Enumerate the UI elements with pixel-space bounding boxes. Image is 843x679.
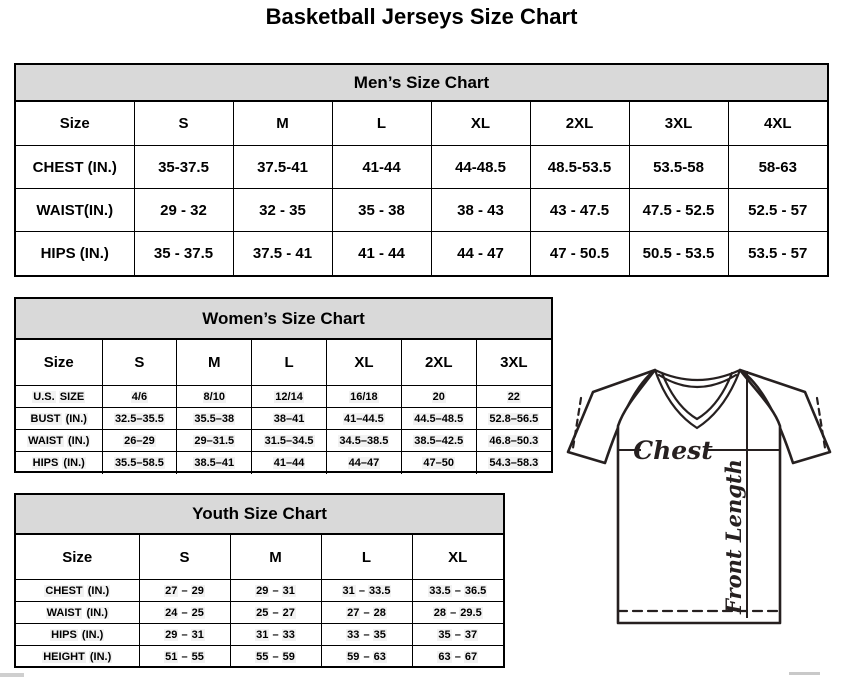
jersey-diagram-illustration bbox=[558, 362, 840, 630]
size-value-cell: 53.5-58 bbox=[629, 146, 728, 189]
size-column-header: M bbox=[230, 535, 321, 580]
size-value-cell: 47 - 50.5 bbox=[530, 232, 629, 275]
size-column-header: L bbox=[332, 102, 431, 146]
size-header-row bbox=[16, 102, 827, 146]
size-value-cell: 20 bbox=[401, 386, 476, 408]
youth-size-chart-caption: Youth Size Chart bbox=[16, 495, 503, 534]
size-value-cell: 8/10 bbox=[177, 386, 252, 408]
size-value-cell: 46.8–50.3 bbox=[476, 430, 551, 452]
size-value-cell: 43 - 47.5 bbox=[530, 189, 629, 232]
size-value-cell: 47.5 - 52.5 bbox=[629, 189, 728, 232]
size-value-cell: 34.5–38.5 bbox=[326, 430, 401, 452]
size-value-cell: 47–50 bbox=[401, 452, 476, 474]
size-value-cell: 41–44.5 bbox=[326, 408, 401, 430]
size-column-header: XL bbox=[412, 535, 503, 580]
womens-size-chart bbox=[14, 297, 553, 473]
chest-measure-label: Chest bbox=[633, 436, 713, 465]
row-label: HEIGHT (IN.) bbox=[16, 646, 139, 668]
mens-size-chart-caption: Men’s Size Chart bbox=[16, 65, 827, 101]
cropped-fragment-right bbox=[789, 672, 820, 675]
table-row bbox=[16, 232, 827, 275]
size-value-cell: 25 – 27 bbox=[230, 602, 321, 624]
size-value-cell: 44 - 47 bbox=[431, 232, 530, 275]
size-value-cell: 53.5 - 57 bbox=[728, 232, 827, 275]
size-column-header: 3XL bbox=[629, 102, 728, 146]
size-header-row bbox=[16, 535, 503, 580]
size-corner-header: Size bbox=[16, 340, 102, 386]
size-value-cell: 41–44 bbox=[252, 452, 327, 474]
size-value-cell: 54.3–58.3 bbox=[476, 452, 551, 474]
size-value-cell: 59 – 63 bbox=[321, 646, 412, 668]
size-column-header: XL bbox=[431, 102, 530, 146]
table-row bbox=[16, 646, 503, 668]
row-label: WAIST (IN.) bbox=[16, 430, 102, 452]
row-label: HIPS (IN.) bbox=[16, 624, 139, 646]
size-value-cell: 41-44 bbox=[332, 146, 431, 189]
size-value-cell: 31 – 33.5 bbox=[321, 580, 412, 602]
youth-size-chart bbox=[14, 493, 505, 668]
size-value-cell: 44-48.5 bbox=[431, 146, 530, 189]
size-value-cell: 32.5–35.5 bbox=[102, 408, 177, 430]
size-column-header: L bbox=[321, 535, 412, 580]
jersey-torso bbox=[618, 370, 780, 623]
size-value-cell: 32 - 35 bbox=[233, 189, 332, 232]
size-value-cell: 50.5 - 53.5 bbox=[629, 232, 728, 275]
size-value-cell: 28 – 29.5 bbox=[412, 602, 503, 624]
size-column-header: 4XL bbox=[728, 102, 827, 146]
youth-size-table bbox=[16, 534, 503, 668]
cropped-fragment-left bbox=[0, 673, 24, 677]
table-row bbox=[16, 189, 827, 232]
row-label: BUST (IN.) bbox=[16, 408, 102, 430]
row-label: HIPS (IN.) bbox=[16, 232, 134, 275]
size-column-header: S bbox=[134, 102, 233, 146]
row-label: U.S. SIZE bbox=[16, 386, 102, 408]
size-value-cell: 58-63 bbox=[728, 146, 827, 189]
size-value-cell: 35-37.5 bbox=[134, 146, 233, 189]
size-value-cell: 52.8–56.5 bbox=[476, 408, 551, 430]
size-column-header: M bbox=[233, 102, 332, 146]
size-column-header: 2XL bbox=[401, 340, 476, 386]
size-value-cell: 38 - 43 bbox=[431, 189, 530, 232]
row-label: HIPS (IN.) bbox=[16, 452, 102, 474]
front-length-measure-label: Front Length bbox=[721, 459, 746, 614]
size-corner-header: Size bbox=[16, 535, 139, 580]
size-value-cell: 44.5–48.5 bbox=[401, 408, 476, 430]
size-value-cell: 29 – 31 bbox=[139, 624, 230, 646]
size-value-cell: 35.5–58.5 bbox=[102, 452, 177, 474]
size-column-header: L bbox=[252, 340, 327, 386]
size-value-cell: 31.5–34.5 bbox=[252, 430, 327, 452]
row-label: CHEST (IN.) bbox=[16, 580, 139, 602]
size-value-cell: 38–41 bbox=[252, 408, 327, 430]
size-value-cell: 55 – 59 bbox=[230, 646, 321, 668]
womens-size-table bbox=[16, 339, 551, 474]
page-title: Basketball Jerseys Size Chart bbox=[265, 4, 578, 29]
size-value-cell: 33 – 35 bbox=[321, 624, 412, 646]
row-label: WAIST (IN.) bbox=[16, 602, 139, 624]
size-value-cell: 35 - 37.5 bbox=[134, 232, 233, 275]
mens-size-chart bbox=[14, 63, 829, 277]
size-header-row bbox=[16, 340, 551, 386]
size-value-cell: 35.5–38 bbox=[177, 408, 252, 430]
size-value-cell: 24 – 25 bbox=[139, 602, 230, 624]
size-column-header: 2XL bbox=[530, 102, 629, 146]
size-value-cell: 22 bbox=[476, 386, 551, 408]
size-value-cell: 26–29 bbox=[102, 430, 177, 452]
size-value-cell: 38.5–41 bbox=[177, 452, 252, 474]
size-value-cell: 16/18 bbox=[326, 386, 401, 408]
table-row bbox=[16, 146, 827, 189]
size-column-header: M bbox=[177, 340, 252, 386]
mens-size-table bbox=[16, 101, 827, 275]
size-value-cell: 48.5-53.5 bbox=[530, 146, 629, 189]
size-value-cell: 29 - 32 bbox=[134, 189, 233, 232]
table-row bbox=[16, 408, 551, 430]
table-row bbox=[16, 602, 503, 624]
row-label: WAIST(IN.) bbox=[16, 189, 134, 232]
size-corner-header: Size bbox=[16, 102, 134, 146]
size-value-cell: 51 – 55 bbox=[139, 646, 230, 668]
size-value-cell: 31 – 33 bbox=[230, 624, 321, 646]
size-value-cell: 27 – 28 bbox=[321, 602, 412, 624]
table-row bbox=[16, 430, 551, 452]
size-column-header: S bbox=[139, 535, 230, 580]
size-value-cell: 63 – 67 bbox=[412, 646, 503, 668]
size-value-cell: 38.5–42.5 bbox=[401, 430, 476, 452]
size-value-cell: 12/14 bbox=[252, 386, 327, 408]
size-value-cell: 52.5 - 57 bbox=[728, 189, 827, 232]
table-row bbox=[16, 624, 503, 646]
row-label: CHEST (IN.) bbox=[16, 146, 134, 189]
size-value-cell: 4/6 bbox=[102, 386, 177, 408]
size-value-cell: 35 - 38 bbox=[332, 189, 431, 232]
size-value-cell: 37.5-41 bbox=[233, 146, 332, 189]
womens-size-chart-caption: Women’s Size Chart bbox=[16, 299, 551, 339]
jersey-measurement-diagram bbox=[558, 362, 840, 630]
size-value-cell: 27 – 29 bbox=[139, 580, 230, 602]
size-column-header: XL bbox=[326, 340, 401, 386]
size-value-cell: 29 – 31 bbox=[230, 580, 321, 602]
table-row bbox=[16, 452, 551, 474]
table-row bbox=[16, 386, 551, 408]
size-value-cell: 37.5 - 41 bbox=[233, 232, 332, 275]
size-value-cell: 29–31.5 bbox=[177, 430, 252, 452]
size-value-cell: 33.5 – 36.5 bbox=[412, 580, 503, 602]
table-row bbox=[16, 580, 503, 602]
size-column-header: 3XL bbox=[476, 340, 551, 386]
size-value-cell: 44–47 bbox=[326, 452, 401, 474]
size-value-cell: 41 - 44 bbox=[332, 232, 431, 275]
size-value-cell: 35 – 37 bbox=[412, 624, 503, 646]
size-column-header: S bbox=[102, 340, 177, 386]
